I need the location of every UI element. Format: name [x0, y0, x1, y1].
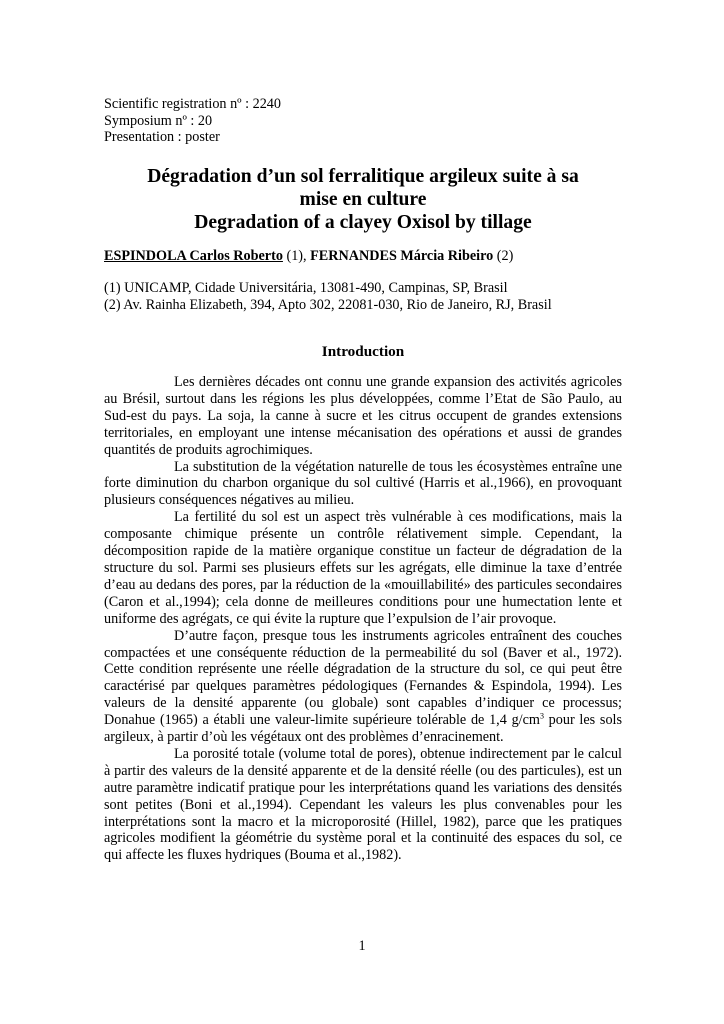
paragraph-4-part-b: pour les sols argileux, à partir d’où les végétaux ont des problèmes d’enracinement. — [104, 712, 623, 746]
affiliation-1: (1) UNICAMP, Cidade Universitária, 13081-490, Campinas, SP, Brasil — [104, 280, 508, 297]
title-fr-line-2: mise en culture — [299, 189, 427, 211]
author-1-ref: (1), — [282, 248, 311, 265]
paragraph-5: La porosité totale (volume total de pores), obtenue indirectement par le calcul à partir des valeurs de la densité apparente et de la densité réelle (ou des particules), est un autre paramètre indicatif pratique pour les interprétations quand les variations des densités sont petites (Boni et al.,1994). Cependant les valeurs les plus convenables pour les interprétations sont la macro et la microporosité (Hillel, 1982), parce que les pratiques agricoles modifient la géométrie du système poral et la continuité des espaces du sol, ce qui affecte les fluxes hydriques (Bouma et al.,1982). — [104, 745, 622, 864]
affiliation-list — [104, 280, 622, 313]
submission-meta — [104, 96, 622, 146]
title-en-line: Degradation of a clayey Oxisol by tillage — [194, 212, 532, 234]
presentation-line: Presentation : poster — [104, 129, 220, 146]
introduction-body — [104, 374, 622, 864]
paper-title — [104, 165, 622, 234]
title-fr-line-1: Dégradation d’un sol ferralitique argileux suite à sa — [147, 166, 579, 188]
author-2-name: FERNANDES Márcia Ribeiro — [310, 248, 494, 265]
author-2-ref: (2) — [493, 248, 514, 265]
paragraph-2: La substitution de la végétation naturelle de tous les écosystèmes entraîne une forte diminution du charbon organique du sol cultivé (Harris et al.,1966), en provoquant plusieurs conséquences négatives au milieu. — [104, 458, 622, 509]
paragraph-4 — [104, 628, 622, 746]
paragraph-4-part-a: D’autre façon, presque tous les instruments agricoles entraînent des couches compactées et une conséquente réduction de la permeabilité du sol (Baver et al., 1972). Cette condition représente une réelle dégradation de la structure du sol, ce qui peut être caractérisé par quelques paramètres pédologiques (Fernandes & Espindola, 1994). Les valeurs de la densité apparente (ou globale) sont capables d’indiquer ce processus; Donahue (1965) a établi une valeur-limite supérieure tolérable de 1,4 g/cm — [104, 627, 622, 729]
author-list — [104, 248, 622, 265]
author-1-name: ESPINDOLA Carlos Roberto — [104, 248, 283, 265]
superscript-cube: 3 — [539, 711, 544, 721]
paragraph-3: La fertilité du sol est un aspect très vulnérable à ces modifications, mais la composante chimique présente un contrôle rélativement simple. Cependant, la décomposition rapide de la matière organique constitue un facteur de dégradation de la structure du sol. Parmi ses plusieurs effets sur les agrégats, elle diminue la taxe d’entrée d’eau au dedans des pores, par la réduction de la «mouillabilité» des particules secondaires (Caron et al.,1994); cela donne de meilleures conditions pour une humectation lente et uniforme des agrégats, ce qui évite la rupture que l’expulsion de l’air provoque. — [104, 509, 622, 627]
document-page — [104, 96, 622, 864]
affiliation-2: (2) Av. Rainha Elizabeth, 394, Apto 302, 22081-030, Rio de Janeiro, RJ, Brasil — [104, 296, 552, 313]
symposium-line: Symposium nº : 20 — [104, 112, 213, 129]
page-number: 1 — [358, 938, 366, 954]
paragraph-1: Les dernières décades ont connu une grande expansion des activités agricoles au Brésil, surtout dans les régions les plus développées, comme l’Etat de São Paulo, au Sud-est du pays. La soja, la canne à sucre et les citrus occupent de grandes extensions territoriales, en employant une intense mécanisation des opérations et aussi de grandes quantités de produits agrochimiques. — [104, 374, 622, 458]
section-heading-introduction: Introduction — [321, 343, 405, 361]
registration-line: Scientific registration nº : 2240 — [104, 96, 281, 112]
